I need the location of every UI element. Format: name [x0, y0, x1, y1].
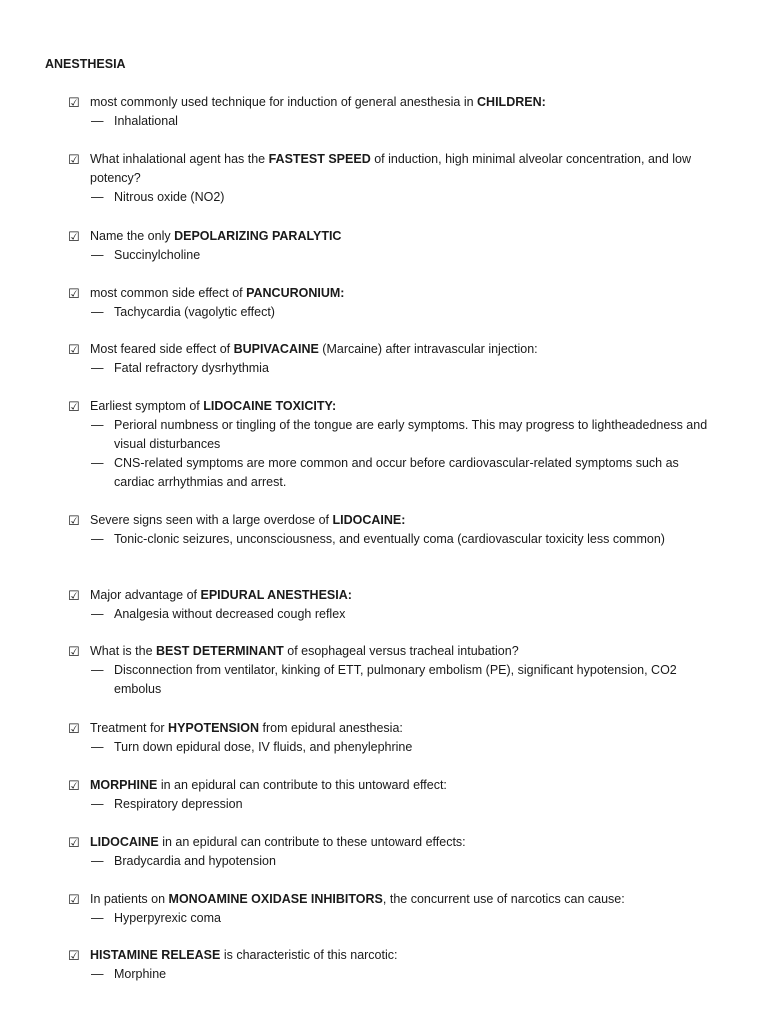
question-segment: of esophageal versus tracheal intubation? [283, 644, 519, 658]
answer-text [68, 416, 718, 454]
qa-item [68, 946, 718, 984]
bold-keyword: MORPHINE [90, 778, 158, 792]
checkbox-checked-icon: ☑ [68, 286, 80, 301]
dash-bullet-icon: — [91, 248, 104, 262]
answer-segment: Disconnection from ventilator, kinking of ETT, pulmonary embolism (PE), significant hypotension, CO2 embolus [114, 663, 677, 696]
answer-segment: Morphine [114, 967, 167, 981]
bold-keyword: FASTEST SPEED [268, 152, 371, 166]
answer-segment: Fatal refractory dysrhythmia [114, 361, 269, 375]
qa-item [68, 511, 718, 549]
question-segment: Treatment for [90, 721, 169, 735]
question-text [68, 586, 718, 605]
question-text [68, 227, 718, 246]
checkbox-checked-icon: ☑ [68, 892, 80, 907]
qa-item [68, 150, 718, 207]
dash-bullet-icon: — [91, 797, 104, 811]
bold-keyword: BUPIVACAINE [233, 342, 319, 356]
bold-keyword: HISTAMINE RELEASE [90, 948, 221, 962]
answer-text [68, 738, 718, 757]
question-segment: In patients on [90, 892, 169, 906]
bold-keyword: LIDOCAINE TOXICITY: [203, 399, 337, 413]
question-text [68, 397, 718, 416]
question-text [68, 93, 718, 112]
answer-segment: Tonic-clonic seizures, unconsciousness, and eventually coma (cardiovascular toxicity less common) [114, 532, 665, 546]
question-segment: most commonly used technique for induction of general anesthesia in [90, 95, 478, 109]
qa-item [68, 586, 718, 624]
answer-text [68, 246, 718, 265]
dash-bullet-icon: — [91, 418, 104, 432]
checkbox-checked-icon: ☑ [68, 342, 80, 357]
dash-bullet-icon: — [91, 663, 104, 677]
bold-keyword: MONOAMINE OXIDASE INHIBITORS [168, 892, 383, 906]
answer-text [68, 359, 718, 378]
dash-bullet-icon: — [91, 190, 104, 204]
checkbox-checked-icon: ☑ [68, 644, 80, 659]
question-text [68, 833, 718, 852]
answer-segment: Respiratory depression [114, 797, 243, 811]
answer-text [68, 303, 718, 322]
qa-item [68, 93, 718, 131]
checkbox-checked-icon: ☑ [68, 95, 80, 110]
dash-bullet-icon: — [91, 361, 104, 375]
question-segment: Most feared side effect of [90, 342, 234, 356]
question-segment: in an epidural can contribute to these untoward effects: [158, 835, 466, 849]
answer-text [68, 965, 718, 984]
qa-item [68, 776, 718, 814]
checkbox-checked-icon: ☑ [68, 399, 80, 414]
question-text [68, 284, 718, 303]
question-text [68, 150, 718, 188]
bold-keyword: DEPOLARIZING PARALYTIC [174, 229, 342, 243]
dash-bullet-icon: — [91, 854, 104, 868]
answer-text [68, 188, 718, 207]
question-segment: Earliest symptom of [90, 399, 204, 413]
bold-keyword: CHILDREN: [477, 95, 546, 109]
answer-segment: Succinylcholine [114, 248, 201, 262]
dash-bullet-icon: — [91, 967, 104, 981]
checkbox-checked-icon: ☑ [68, 721, 80, 736]
question-text [68, 946, 718, 965]
dash-bullet-icon: — [91, 305, 104, 319]
checkbox-checked-icon: ☑ [68, 835, 80, 850]
answer-text [68, 112, 718, 131]
answer-text [68, 852, 718, 871]
question-segment: from epidural anesthesia: [259, 721, 403, 735]
answer-segment: Bradycardia and hypotension [114, 854, 276, 868]
answer-segment: Perioral numbness or tingling of the tongue are early symptoms. This may progress to lightheadedness and visual disturbances [114, 418, 708, 451]
checkbox-checked-icon: ☑ [68, 778, 80, 793]
answer-segment: Turn down epidural dose, IV fluids, and phenylephrine [114, 740, 413, 754]
question-segment: , the concurrent use of narcotics can cause: [382, 892, 625, 906]
qa-item [68, 340, 718, 378]
answer-text [68, 530, 718, 549]
answer-text [68, 795, 718, 814]
question-segment: What inhalational agent has the [90, 152, 269, 166]
question-segment: is characteristic of this narcotic: [220, 948, 398, 962]
answer-text [68, 909, 718, 928]
bold-keyword: PANCURONIUM: [246, 286, 345, 300]
qa-item [68, 833, 718, 871]
question-segment: Severe signs seen with a large overdose of [90, 513, 333, 527]
answer-segment: Hyperpyrexic coma [114, 911, 221, 925]
answer-text [68, 605, 718, 624]
question-segment: Name the only [90, 229, 175, 243]
question-text [68, 719, 718, 738]
answer-segment: Inhalational [114, 114, 178, 128]
checkbox-checked-icon: ☑ [68, 152, 80, 167]
dash-bullet-icon: — [91, 456, 104, 470]
question-segment: of induction, high minimal alveolar concentration, and low potency? [90, 152, 692, 185]
checkbox-checked-icon: ☑ [68, 229, 80, 244]
question-segment: (Marcaine) after intravascular injection: [318, 342, 538, 356]
checkbox-checked-icon: ☑ [68, 588, 80, 603]
dash-bullet-icon: — [91, 740, 104, 754]
question-text [68, 340, 718, 359]
checkbox-checked-icon: ☑ [68, 948, 80, 963]
qa-item [68, 284, 718, 322]
dash-bullet-icon: — [91, 607, 104, 621]
bold-keyword: HYPOTENSION [168, 721, 260, 735]
bold-keyword: LIDOCAINE [90, 835, 159, 849]
answer-text [68, 454, 718, 492]
question-text [68, 776, 718, 795]
question-segment: in an epidural can contribute to this untoward effect: [157, 778, 447, 792]
page-title: ANESTHESIA [45, 57, 126, 71]
dash-bullet-icon: — [91, 114, 104, 128]
question-text [68, 890, 718, 909]
qa-item [68, 227, 718, 265]
qa-item [68, 719, 718, 757]
answer-segment: Analgesia without decreased cough reflex [114, 607, 346, 621]
dash-bullet-icon: — [91, 532, 104, 546]
qa-item [68, 890, 718, 928]
answer-text [68, 661, 718, 699]
qa-item [68, 642, 718, 699]
question-text [68, 511, 718, 530]
dash-bullet-icon: — [91, 911, 104, 925]
answer-segment: Nitrous oxide (NO2) [114, 190, 225, 204]
checkbox-checked-icon: ☑ [68, 513, 80, 528]
question-segment: Major advantage of [90, 588, 201, 602]
answer-segment: CNS-related symptoms are more common and occur before cardiovascular-related symptoms such as cardiac arrhythmias and arrest. [114, 456, 679, 489]
bold-keyword: LIDOCAINE: [332, 513, 406, 527]
question-segment: most common side effect of [90, 286, 247, 300]
answer-segment: Tachycardia (vagolytic effect) [114, 305, 275, 319]
qa-item [68, 397, 718, 492]
bold-keyword: BEST DETERMINANT [156, 644, 284, 658]
question-text [68, 642, 718, 661]
question-segment: What is the [90, 644, 156, 658]
bold-keyword: EPIDURAL ANESTHESIA: [200, 588, 352, 602]
